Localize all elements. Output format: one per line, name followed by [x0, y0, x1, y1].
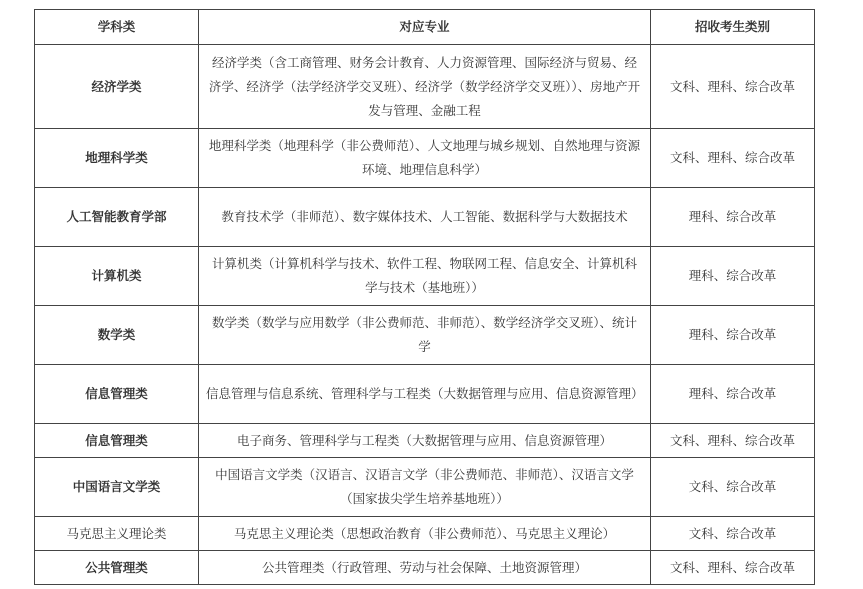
header-category: 学科类	[35, 10, 199, 45]
students-cell: 理科、综合改革	[651, 188, 815, 247]
category-cell: 计算机类	[35, 247, 199, 306]
category-cell: 地理科学类	[35, 129, 199, 188]
table-row	[35, 247, 815, 306]
header-students: 招收考生类别	[651, 10, 815, 45]
majors-cell: 电子商务、管理科学与工程类（大数据管理与应用、信息资源管理）	[199, 424, 651, 458]
majors-cell: 教育技术学（非师范）、数字媒体技术、人工智能、数据科学与大数据技术	[199, 188, 651, 247]
majors-cell: 信息管理与信息系统、管理科学与工程类（大数据管理与应用、信息资源管理）	[199, 365, 651, 424]
category-cell: 人工智能教育学部	[35, 188, 199, 247]
table-row	[35, 458, 815, 517]
category-cell: 信息管理类	[35, 365, 199, 424]
table-row	[35, 517, 815, 551]
majors-cell: 公共管理类（行政管理、劳动与社会保障、土地资源管理）	[199, 551, 651, 585]
majors-cell: 经济学类（含工商管理、财务会计教育、人力资源管理、国际经济与贸易、经济学、经济学（法学经济学交叉班）、经济学（数学经济学交叉班））、房地产开发与管理、金融工程	[199, 45, 651, 129]
students-cell: 文科、理科、综合改革	[651, 45, 815, 129]
students-cell: 文科、理科、综合改革	[651, 424, 815, 458]
majors-cell: 计算机类（计算机科学与技术、软件工程、物联网工程、信息安全、计算机科学与技术（基地班））	[199, 247, 651, 306]
category-cell: 马克思主义理论类	[35, 517, 199, 551]
students-cell: 理科、综合改革	[651, 365, 815, 424]
table-row	[35, 551, 815, 585]
table-row	[35, 45, 815, 129]
category-cell: 公共管理类	[35, 551, 199, 585]
students-cell: 文科、理科、综合改革	[651, 551, 815, 585]
header-majors: 对应专业	[199, 10, 651, 45]
category-cell: 中国语言文学类	[35, 458, 199, 517]
majors-cell: 中国语言文学类（汉语言、汉语言文学（非公费师范、非师范）、汉语言文学（国家拔尖学生培养基地班））	[199, 458, 651, 517]
table-row	[35, 129, 815, 188]
table-row	[35, 188, 815, 247]
students-cell: 理科、综合改革	[651, 247, 815, 306]
majors-cell: 地理科学类（地理科学（非公费师范）、人文地理与城乡规划、自然地理与资源环境、地理信息科学）	[199, 129, 651, 188]
category-cell: 经济学类	[35, 45, 199, 129]
students-cell: 理科、综合改革	[651, 306, 815, 365]
majors-cell: 数学类（数学与应用数学（非公费师范、非师范）、数学经济学交叉班）、统计学	[199, 306, 651, 365]
category-cell: 信息管理类	[35, 424, 199, 458]
majors-cell: 马克思主义理论类（思想政治教育（非公费师范）、马克思主义理论）	[199, 517, 651, 551]
table-row	[35, 424, 815, 458]
students-cell: 文科、综合改革	[651, 458, 815, 517]
table-row	[35, 306, 815, 365]
table-header-row	[35, 10, 815, 45]
students-cell: 文科、理科、综合改革	[651, 129, 815, 188]
category-cell: 数学类	[35, 306, 199, 365]
major-table	[34, 9, 815, 585]
students-cell: 文科、综合改革	[651, 517, 815, 551]
table-row	[35, 365, 815, 424]
